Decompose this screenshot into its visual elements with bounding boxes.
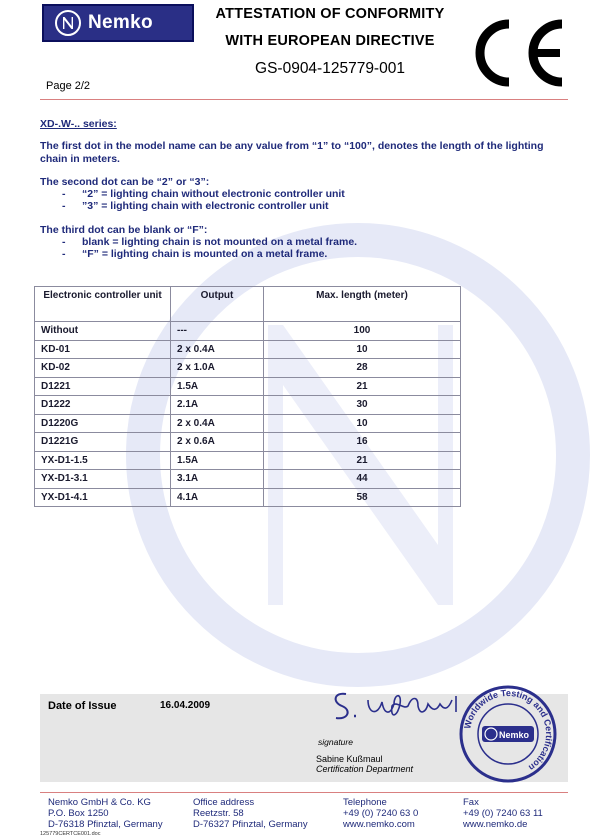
signer-name: Sabine Kußmaul [316,754,383,764]
cell-max-length: 30 [264,396,461,415]
cell-max-length: 16 [264,433,461,452]
cell-max-length: 100 [264,322,461,341]
cell-controller: D1221G [35,433,171,452]
nemko-certification-stamp [458,684,558,784]
table-row [35,359,461,378]
handwritten-signature [328,686,476,726]
cell-controller: D1221 [35,377,171,396]
fax-label: Fax [463,797,479,808]
first-dot-paragraph: The first dot in the model name can be any value from “1” to “100”, denotes the length of the lighting chain in meters. [40,140,544,165]
cell-controller: KD-02 [35,359,171,378]
third-dot-intro: The third dot can be blank or “F”: [40,224,208,236]
nemko-logo [42,4,194,42]
cell-max-length: 21 [264,377,461,396]
cell-max-length: 28 [264,359,461,378]
document-code: 125779CERTCE001.doc [40,831,101,837]
list-item [62,248,327,261]
telephone-label: Telephone [343,797,387,808]
cell-output: 1.5A [171,377,264,396]
company-po-box: P.O. Box 1250 [48,808,109,819]
footer-divider [40,792,568,793]
table-header-row [35,287,461,322]
list-item-text: ”3” = lighting chain with electronic controller unit [82,200,329,212]
cell-output: --- [171,322,264,341]
website-de: www.nemko.de [463,819,528,830]
cell-max-length: 58 [264,488,461,507]
series-title: XD-.W-.. series: [40,118,117,130]
cell-controller: KD-01 [35,340,171,359]
title-line-2: WITH EUROPEAN DIRECTIVE [225,33,435,49]
cell-output: 3.1A [171,470,264,489]
cell-controller: D1220G [35,414,171,433]
table-row [35,414,461,433]
table-row [35,396,461,415]
fax-number: +49 (0) 7240 63 11 [463,808,543,819]
cell-controller: Without [35,322,171,341]
list-item [62,200,328,213]
column-header-controller: Electronic controller unit [35,287,171,322]
website-com: www.nemko.com [343,819,415,830]
cell-output: 2 x 0.4A [171,340,264,359]
office-street: Reetzstr. 58 [193,808,244,819]
stamp-center-text: Nemko [498,730,530,740]
list-dash: - [62,236,66,248]
table-row [35,322,461,341]
cell-max-length: 10 [264,414,461,433]
second-dot-intro: The second dot can be “2” or “3”: [40,176,210,188]
list-dash: - [62,248,66,260]
office-label: Office address [193,797,255,808]
table-row [35,433,461,452]
column-header-output: Output [171,287,264,322]
cell-controller: YX-D1-4.1 [35,488,171,507]
office-city: D-76327 Pfinztal, Germany [193,819,308,830]
stamp-ring-text: Worldwide Testing and Certification [462,687,555,773]
issue-date-label: Date of Issue [48,700,117,712]
cell-controller: D1222 [35,396,171,415]
cell-output: 1.5A [171,451,264,470]
table-row [35,451,461,470]
telephone-number: +49 (0) 7240 63 0 [343,808,419,819]
column-header-max-length: Max. length (meter) [264,287,461,322]
cell-controller: YX-D1-1.5 [35,451,171,470]
table-row [35,377,461,396]
cell-output: 2 x 1.0A [171,359,264,378]
company-name: Nemko GmbH & Co. KG [48,797,151,808]
issue-date: 16.04.2009 [160,700,211,711]
page-number: Page 2/2 [46,80,91,92]
cell-output: 2.1A [171,396,264,415]
certificate-number: GS-0904-125779-001 [255,60,405,77]
title-line-1: ATTESTATION OF CONFORMITY [215,6,445,22]
signature-caption: signature [318,737,353,747]
signer-department: Certification Department [316,764,414,774]
controller-spec-table [34,286,461,507]
nemko-n-icon [54,9,82,37]
footer-fax [463,797,543,830]
footer-telephone [343,797,418,830]
cell-controller: YX-D1-3.1 [35,470,171,489]
header-divider [40,99,568,100]
cell-output: 4.1A [171,488,264,507]
cell-output: 2 x 0.6A [171,433,264,452]
footer-company [48,797,163,830]
list-item-text: “2” = lighting chain without electronic controller unit [82,188,345,200]
table-row [35,340,461,359]
table-row [35,470,461,489]
list-item-text: “F” = lighting chain is mounted on a metal frame. [82,248,328,260]
cell-output: 2 x 0.4A [171,414,264,433]
ce-mark-icon [462,18,570,88]
footer-office [193,797,308,830]
cell-max-length: 10 [264,340,461,359]
table-row [35,488,461,507]
list-dash: - [62,200,66,212]
list-item-text: blank = lighting chain is not mounted on a metal frame. [82,236,358,248]
cell-max-length: 44 [264,470,461,489]
list-dash: - [62,188,66,200]
logo-text: Nemko [88,12,153,33]
cell-max-length: 21 [264,451,461,470]
company-city: D-76318 Pfinztal, Germany [48,819,163,830]
